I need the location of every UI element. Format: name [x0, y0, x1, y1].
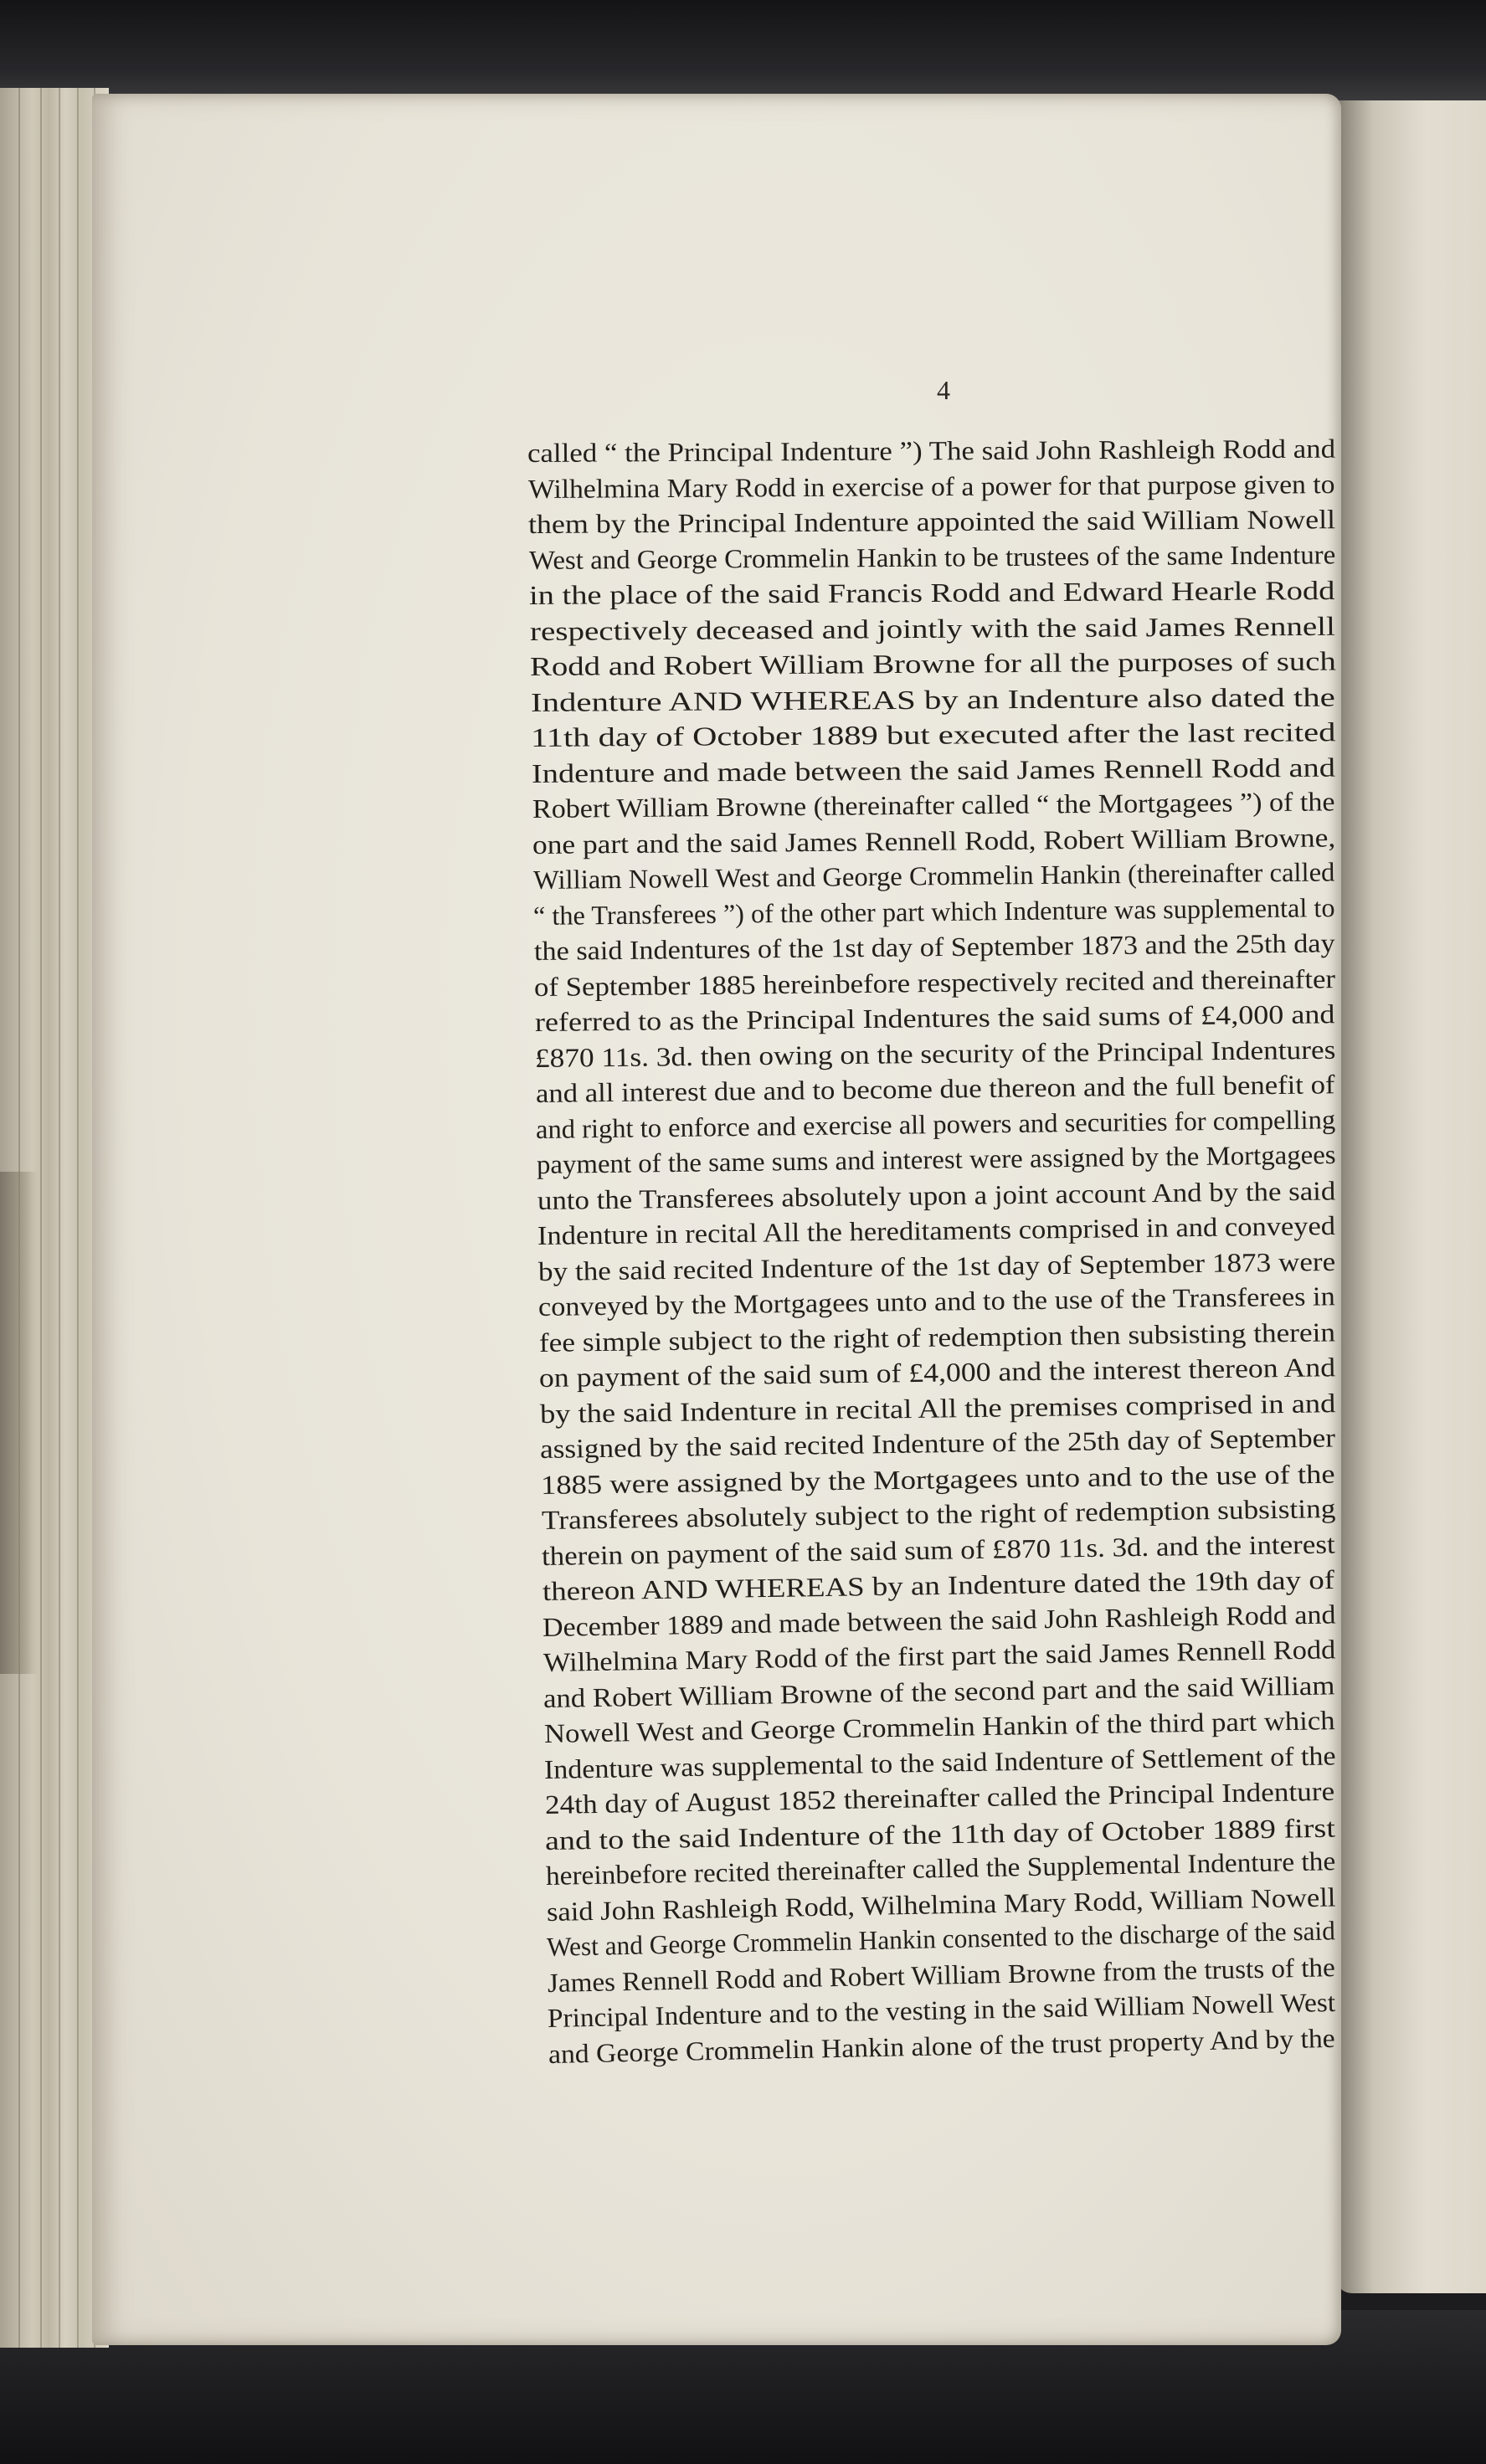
text-line: Wilhelmina Mary Rodd of the first part the said James Rennell Rodd — [542, 1634, 1336, 1677]
text-line: Indenture AND WHEREAS by an Indenture also dated the — [530, 681, 1335, 717]
text-line: one part and the said James Rennell Rodd, Robert William Browne, — [532, 821, 1336, 860]
text-line: and Robert William Browne of the second part and the said William — [542, 1669, 1335, 1713]
torn-page-edge — [0, 1172, 38, 1674]
text-line: respectively deceased and jointly with the said James Rennell — [529, 610, 1336, 646]
text-line: Nowell West and George Crommelin Hankin of the third part which — [543, 1705, 1335, 1748]
text-line: “ the Transferees ”) of the other part which Indenture was supplemental to — [532, 891, 1335, 931]
text-line: 24th day of August 1852 thereinafter called the Principal Indenture — [544, 1775, 1335, 1820]
text-line: referred to as the Principal Indentures the said sums of £4,000 and — [534, 998, 1335, 1037]
facing-page-edge — [1335, 100, 1486, 2293]
text-line: Indenture was supplemental to the said Indenture of Settlement of the — [543, 1739, 1336, 1784]
text-line: William Nowell West and George Crommelin Hankin (thereinafter called — [532, 856, 1335, 895]
text-line: by the said Indenture in recital All the premises comprised in and — [539, 1387, 1336, 1429]
text-line: West and George Crommelin Hankin consented to the discharge of the said — [546, 1915, 1336, 1962]
text-line: December 1889 and made between the said John Rashleigh Rodd and — [542, 1598, 1336, 1642]
text-line: of September 1885 hereinbefore respectively recited and thereinafter — [533, 963, 1336, 1002]
text-line: Principal Indenture and to the vesting in the said William Nowell West — [547, 1986, 1336, 2033]
text-line: said John Rashleigh Rodd, Wilhelmina Mary Rodd, William Nowell — [546, 1881, 1336, 1927]
text-line: and George Crommelin Hankin alone of the trust property And by the — [548, 2022, 1336, 2069]
text-line: on payment of the said sum of £4,000 and the interest thereon And — [538, 1352, 1336, 1393]
text-line: hereinbefore recited thereinafter called the Supplemental Indenture the — [545, 1845, 1336, 1891]
text-line: £870 11s. 3d. then owing on the security of the Principal Indentures — [534, 1034, 1336, 1073]
text-line: by the said recited Indenture of the 1st day of September 1873 were — [537, 1245, 1336, 1286]
text-line: thereon AND WHEREAS by an Indenture dated the 19th day of — [542, 1563, 1335, 1606]
body-text — [527, 418, 1339, 2092]
text-line: Indenture and made between the said James Rennell Rodd and — [531, 752, 1336, 788]
text-line: West and George Crommelin Hankin to be trustees of the same Indenture — [528, 538, 1336, 575]
text-line: therein on payment of the said sum of £870 11s. 3d. and the interest — [541, 1527, 1335, 1571]
text-line: 11th day of October 1889 but executed after the last recited — [530, 716, 1336, 752]
text-line: Rodd and Robert William Browne for all the purposes of such — [529, 645, 1336, 681]
scanner-background-top — [0, 0, 1486, 100]
text-line: called “ the Principal Indenture ”) The said John Rashleigh Rodd and — [527, 433, 1336, 468]
text-line: and to the said Indenture of the 11th day of October 1889 first — [544, 1812, 1336, 1856]
text-line: in the place of the said Francis Rodd and Edward Hearle Rodd — [528, 574, 1335, 610]
text-line: assigned by the said recited Indenture of the 25th day of September — [539, 1422, 1336, 1464]
text-line: unto the Transferees absolutely upon a joint account And by the said — [537, 1174, 1336, 1215]
text-line: fee simple subject to the right of redemption then subsisting therein — [538, 1316, 1336, 1358]
page-number: 4 — [937, 375, 950, 405]
text-line: Indenture in recital All the hereditaments comprised in and conveyed — [537, 1209, 1336, 1250]
text-line: conveyed by the Mortgagees unto and to the use of the Transferees in — [537, 1281, 1335, 1322]
text-line: Transferees absolutely subject to the right of redemption subsisting — [541, 1492, 1336, 1535]
text-line: James Rennell Rodd and Robert William Browne from the trusts of the — [547, 1951, 1336, 1998]
text-line: and right to enforce and exercise all powers and securities for compelling — [535, 1103, 1336, 1144]
text-line: Robert William Browne (thereinafter called “ the Mortgagees ”) of the — [532, 786, 1335, 824]
text-line: 1885 were assigned by the Mortgagees unto and to the use of the — [540, 1458, 1335, 1500]
text-line: Wilhelmina Mary Rodd in exercise of a power for that purpose given to — [527, 468, 1335, 504]
text-line: payment of the same sums and interest were assigned by the Mortgagees — [536, 1138, 1336, 1179]
text-line: and all interest due and to become due thereon and the full benefit of — [535, 1069, 1335, 1108]
text-line: the said Indentures of the 1st day of September 1873 and the 25th day — [533, 927, 1335, 966]
text-line: them by the Principal Indenture appointed the said William Nowell — [527, 504, 1336, 539]
